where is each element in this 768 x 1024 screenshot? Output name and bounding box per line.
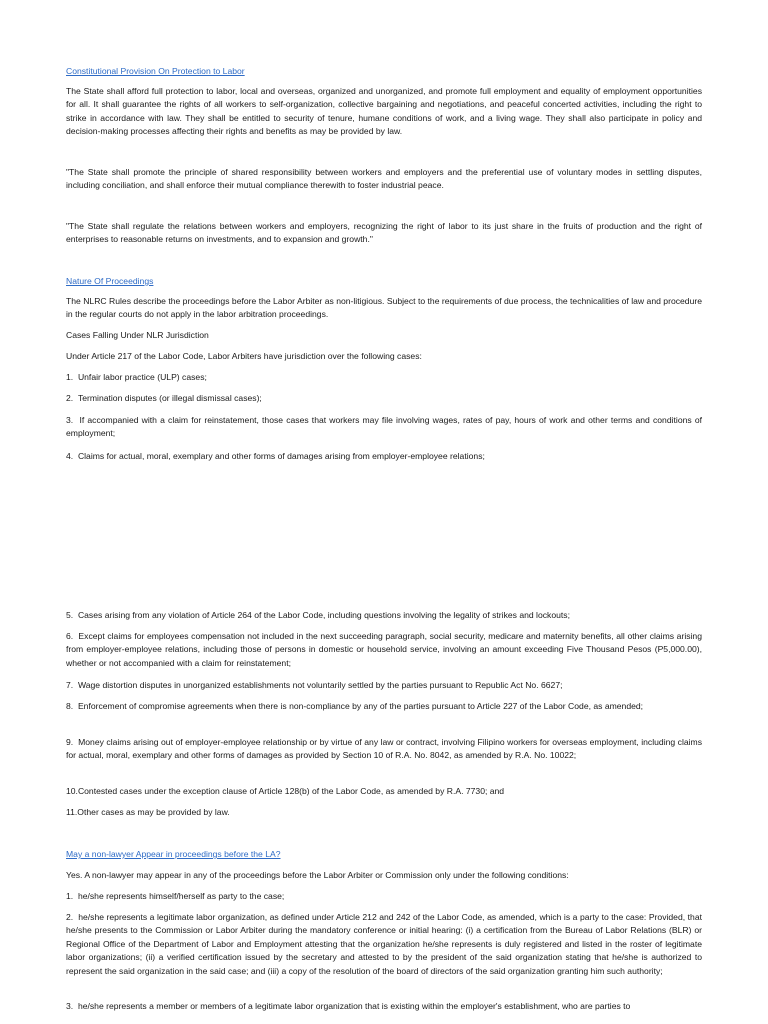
subheading-nlr-jurisdiction: Cases Falling Under NLR Jurisdiction xyxy=(66,330,209,340)
list-item: 9. Money claims arising out of employer-employee relationship or by virtue of any law or contract, involving Filipino workers for overseas employment, including claims for actual, moral, exemplary and other forms of damages as provided by Section 10 of R.A. No. 8042, as amended by R.A. No. 10022; xyxy=(66,737,702,761)
list-item: 4. Claims for actual, moral, exemplary and other forms of damages arising from employer-employee relations; xyxy=(66,451,485,461)
section-heading-nonlawyer[interactable]: May a non-lawyer Appear in proceedings before the LA? xyxy=(66,849,281,859)
list-item: 1. he/she represents himself/herself as party to the case; xyxy=(66,891,285,901)
paragraph-jurisdiction-intro: Under Article 217 of the Labor Code, Labor Arbiters have jurisdiction over the following cases: xyxy=(66,351,422,361)
list-item: 3. If accompanied with a claim for reinstatement, those cases that workers may file involving wages, rates of pay, hours of work and other terms and conditions of employment; xyxy=(66,415,702,439)
paragraph-constitutional-1: The State shall afford full protection to labor, local and overseas, organized and unorganized, and promote full employment and equality of employment opportunities for all. It shall guarantee the rights of all workers to self-organization, collective bargaining and negotiations, and peaceful concerted activities, including the right to strike in accordance with law. They shall be entitled to security of tenure, humane conditions of work, and a living wage. They shall also participate in policy and decision-making processes affecting their rights and benefits as may be provided by law. xyxy=(66,86,702,137)
paragraph-constitutional-3: "The State shall regulate the relations between workers and employers, recognizing the right of labor to its just share in the fruits of production and the right of enterprises to reasonable returns on investments, and to expansion and growth." xyxy=(66,221,702,245)
list-item: 6. Except claims for employees compensation not included in the next succeeding paragraph, social security, medicare and maternity benefits, all other claims arising from employer-employee relations, including those of persons in domestic or household service, involving an amount exceeding Five Thousand Pesos (P5,000.00), whether or not accompanied with a claim for reinstatement; xyxy=(66,631,702,668)
section-heading-constitutional[interactable]: Constitutional Provision On Protection to Labor xyxy=(66,66,245,76)
list-item: 3. he/she represents a member or members of a legitimate labor organization that is existing within the employer's establishment, who are parties to xyxy=(66,1001,631,1011)
list-item: 11.Other cases as may be provided by law. xyxy=(66,807,230,817)
section-heading-nature[interactable]: Nature Of Proceedings xyxy=(66,276,154,286)
list-item: 7. Wage distortion disputes in unorganized establishments not voluntarily settled by the parties pursuant to Republic Act No. 6627; xyxy=(66,680,563,690)
list-item: 5. Cases arising from any violation of Article 264 of the Labor Code, including questions involving the legality of strikes and lockouts; xyxy=(66,610,570,620)
list-item: 8. Enforcement of compromise agreements when there is non-compliance by any of the parties pursuant to Article 227 of the Labor Code, as amended; xyxy=(66,701,644,711)
list-item: 2. he/she represents a legitimate labor organization, as defined under Article 212 and 242 of the Labor Code, as amended, which is a party to the case: Provided, that he/she presents to the Commission or Labor Arbiter during the mandatory conference or initial hearing: (i) a certification from the Bureau of Labor Relations (BLR) or Regional Office of the Department of Labor and Employment attesting that the organization he/she represents is duly registered and listed in the roster of legitimate labor organizations; (ii) a verified certification issued by the secretary and attested to by the president of the said organization stating that he/she is authorized to represent the said organization in the said case; and (iii) a copy of the resolution of the board of directors of the said organization granting him such authority; xyxy=(66,912,702,976)
paragraph-nature-1: The NLRC Rules describe the proceedings before the Labor Arbiter as non-litigious. Subject to the requirements of due process, the technicalities of law and procedure in the regular courts do not apply in the labor arbitration proceedings. xyxy=(66,296,702,320)
paragraph-constitutional-2: "The State shall promote the principle of shared responsibility between workers and employers and the preferential use of voluntary modes in settling disputes, including conciliation, and shall enforce their mutual compliance therewith to foster industrial peace. xyxy=(66,167,702,191)
list-item: 10.Contested cases under the exception clause of Article 128(b) of the Labor Code, as amended by R.A. 7730; and xyxy=(66,786,505,796)
paragraph-nonlawyer-intro: Yes. A non-lawyer may appear in any of the proceedings before the Labor Arbiter or Commission only under the following conditions: xyxy=(66,870,569,880)
list-item: 2. Termination disputes (or illegal dismissal cases); xyxy=(66,393,262,403)
list-item: 1. Unfair labor practice (ULP) cases; xyxy=(66,372,207,382)
